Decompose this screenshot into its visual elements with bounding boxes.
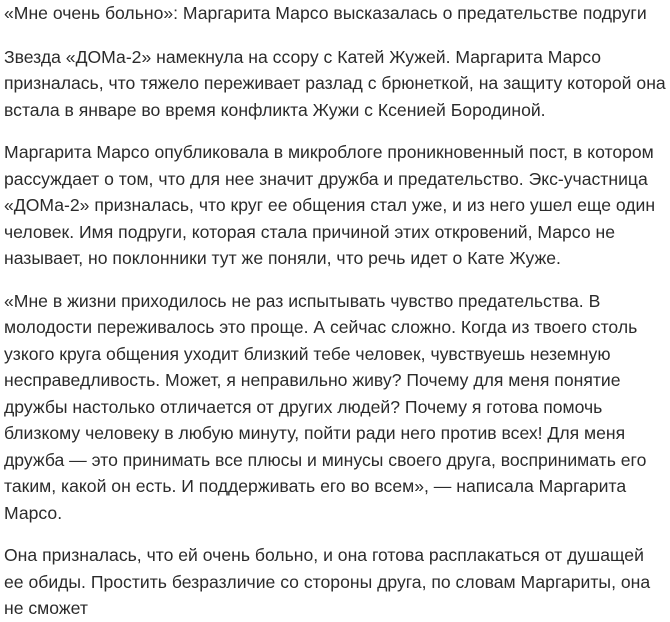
article-paragraph-4: Она призналась, что ей очень больно, и она готова расплакаться от душащей ее обиды. Простить безразличие со стороны друга, по словам Маргариты, она не сможет [4, 545, 651, 618]
article-paragraph-2: Маргарита Марсо опубликовала в микроблоге проникновенный пост, в котором рассуждает о том, что для нее значит дружба и предательство. Экс-участница «ДОМа-2» призналась, что круг ее общения стал уже, и из него ушел еще один человек. Имя подруги, которая стала причиной этих откровений, Марсо не называет, но поклонники тут же поняли, что речь идет о Кате Жуже. [4, 142, 656, 268]
article-quote-paragraph: «Мне в жизни приходилось не раз испытывать чувство предательства. В молодости переживалось это проще. А сейчас сложно. Когда из твоего столь узкого круга общения уходит близкий тебе человек, чувствуешь неземную несправедливость. Может, я неправильно живу? Почему для меня понятие дружбы настолько отличается от других людей? Почему я готова помочь близкому человеку в любую минуту, пойти ради него против всех! Для меня дружба — это принимать все плюсы и минусы своего друга, воспринимать его таким, какой он есть. И поддерживать его во всем», — написала Маргарита Марсо. [4, 290, 647, 523]
article-paragraph-1: Звезда «ДОМа-2» намекнула на ссору с Катей Жужей. Маргарита Марсо призналась, что тяжело переживает разлад с брюнеткой, на защиту которой она встала в январе во время конфликта Жужи с Ксенией Бородиной. [4, 46, 666, 120]
article [4, 0, 666, 622]
article-title: «Мне очень больно»: Маргарита Марсо высказалась о предательстве подруги [4, 3, 647, 23]
